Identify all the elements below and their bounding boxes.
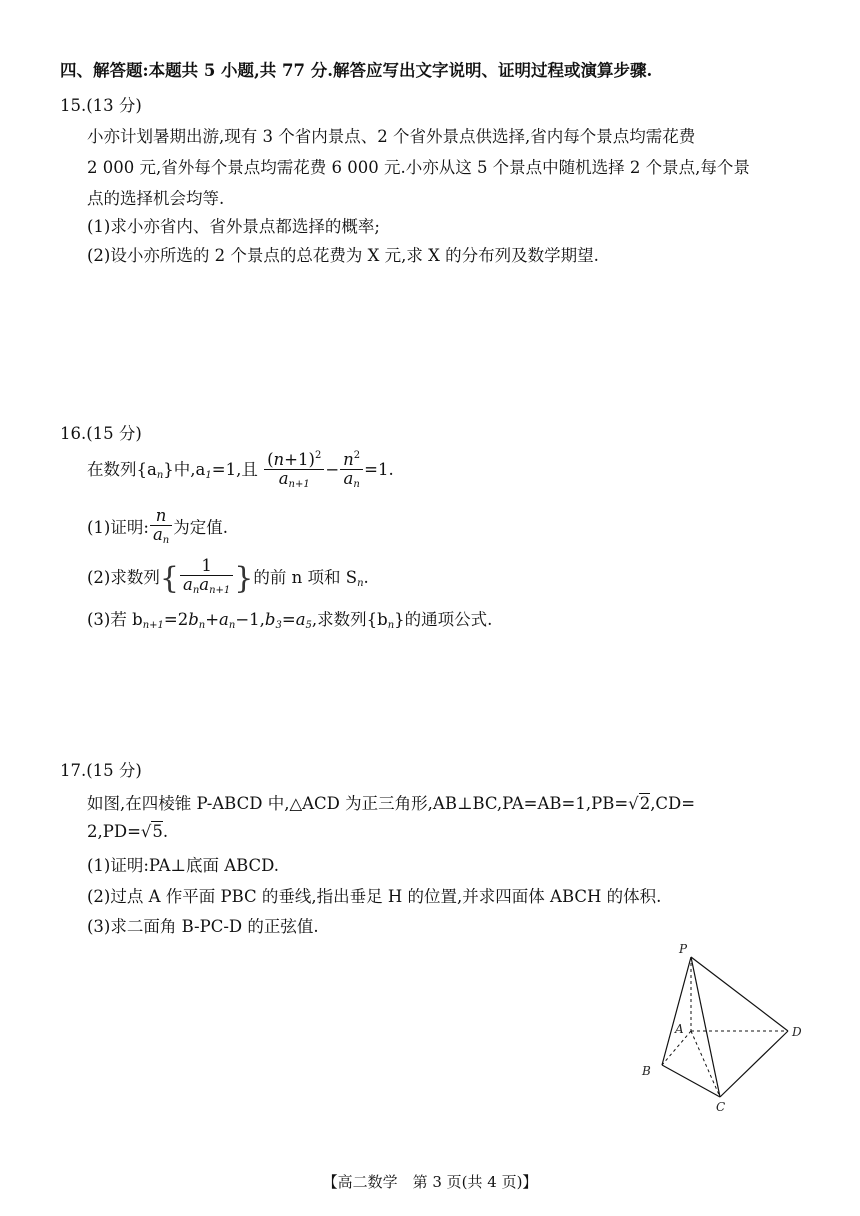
label-A: A (675, 1022, 684, 1036)
q17-line2: 2,PD=√5. (87, 822, 169, 841)
q15-line2: 2 000 元,省外每个景点均需花费 6 000 元.小亦从这 5 个景点中随机选择 2 个景点,每个景 (87, 158, 750, 177)
edge-PB (662, 957, 691, 1065)
q16-fraction-1: $\frac{(n+1)^2}{a_{n+1}}$ (264, 447, 324, 494)
q16-part2: (2)求数列{ $\frac{1}{a_na_{n+1}}$ }的前 n 项和 $S_n$. (87, 557, 369, 600)
q16-fraction-2: $\frac{n^2}{a_n}$ (340, 447, 363, 494)
q16-number: 16.(15 分) (60, 424, 142, 443)
label-P: P (679, 942, 688, 956)
edge-BC (662, 1065, 720, 1097)
q17-part1: (1)证明:PA⊥底面 ABCD. (87, 856, 280, 875)
label-C: C (716, 1100, 726, 1114)
edge-PD (691, 957, 788, 1031)
page-footer: 【高二数学 第 3 页(共 4 页)】 (322, 1173, 538, 1191)
section-heading: 四、解答题:本题共 5 小题,共 77 分.解答应写出文字说明、证明过程或演算步骤. (60, 61, 653, 80)
q17-part2: (2)过点 A 作平面 PBC 的垂线,指出垂足 H 的位置,并求四面体 ABCH 的体积. (87, 887, 662, 906)
q15-part2: (2)设小亦所选的 2 个景点的总花费为 X 元,求 X 的分布列及数学期望. (87, 246, 599, 265)
pyramid-figure (628, 935, 818, 1115)
q15-number: 15.(13 分) (60, 96, 142, 115)
edge-AC (691, 1031, 720, 1097)
q16-part3: (3)若 $b_{n+1}=2b_n+a_n-1,b_3=a_5$,求数列$\{b_n\}$的通项公式. (87, 610, 493, 631)
q16-part1: (1)证明: $\frac{n}{a_n}$ 为定值. (87, 507, 228, 550)
q17-part3: (3)求二面角 B-PC-D 的正弦值. (87, 917, 319, 936)
q17-number: 17.(15 分) (60, 761, 142, 780)
q15-line3: 点的选择机会均等. (87, 189, 225, 208)
q17-line1: 如图,在四棱锥 P-ABCD 中,△ACD 为正三角形,AB⊥BC,PA=AB=1,PB=√2,CD= (87, 794, 696, 813)
label-B: B (642, 1064, 651, 1078)
edge-CD (720, 1031, 788, 1097)
q15-part1: (1)求小亦省内、省外景点都选择的概率; (87, 217, 380, 236)
q15-line1: 小亦计划暑期出游,现有 3 个省内景点、2 个省外景点供选择,省内每个景点均需花费 (87, 127, 696, 146)
edge-PC (691, 957, 720, 1097)
q16-stem: 在数列$\{a_n\}$中$,a_1=1$,且 $\frac{(n+1)^2}{a_{n+1}}$ − $\frac{n^2}{a_n}$ =1. (87, 447, 394, 494)
label-D: D (792, 1025, 802, 1039)
